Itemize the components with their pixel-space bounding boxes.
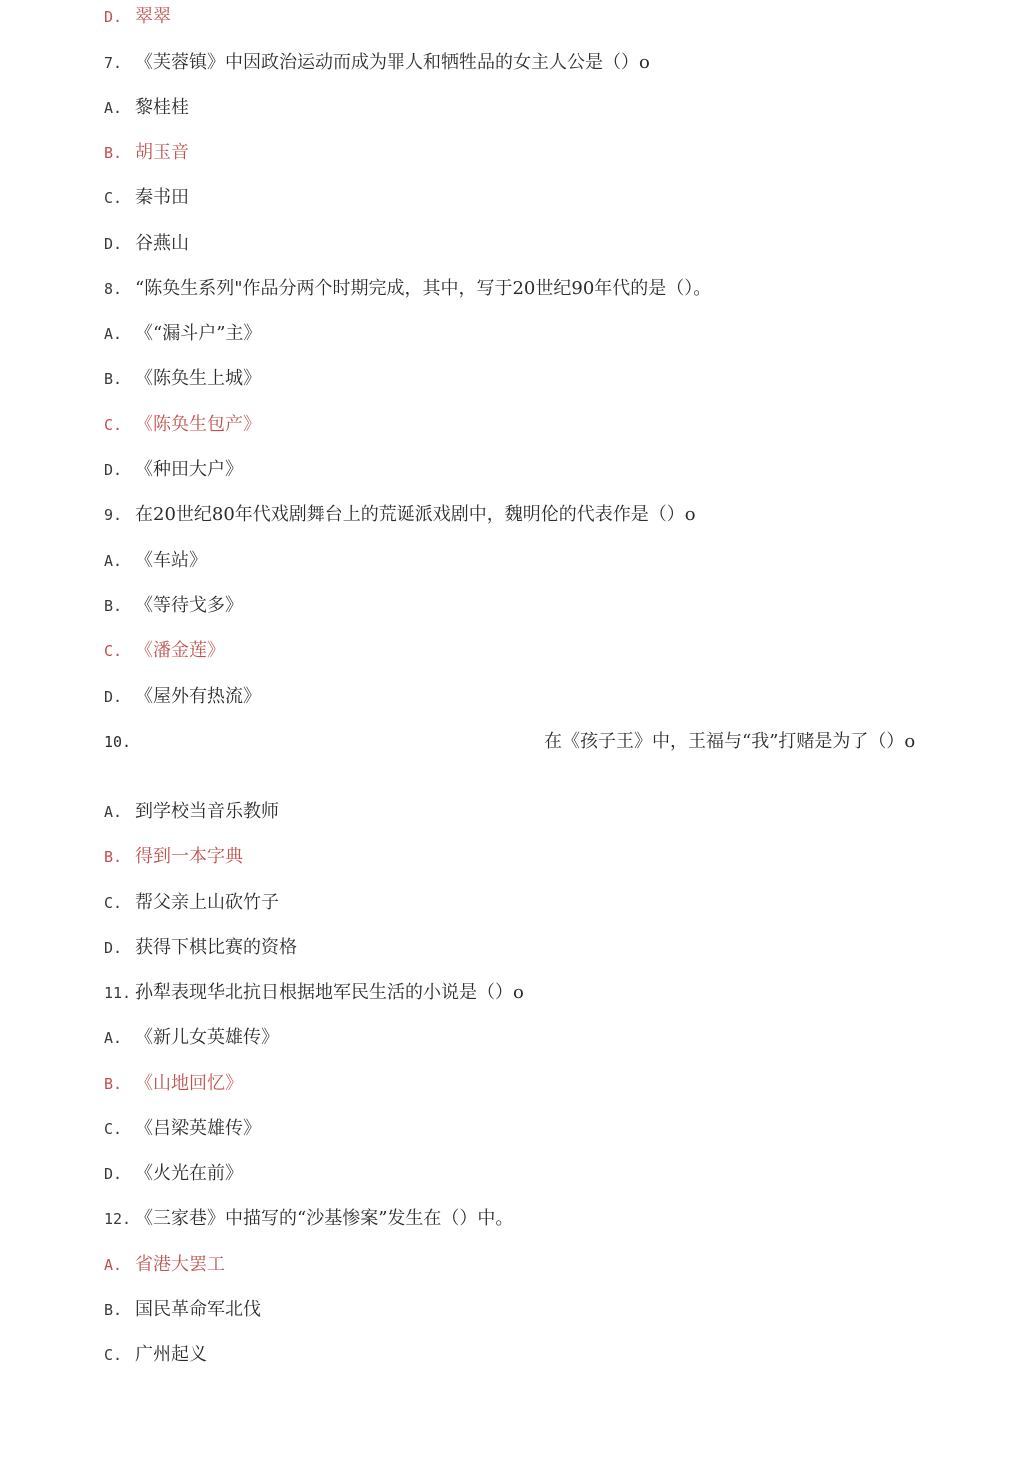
item-text: 到学校当音乐教师 [135, 801, 279, 822]
item-text: 省港大罢工 [135, 1254, 225, 1275]
item-label: A. [104, 1029, 123, 1047]
question-10-text: 在《孩子王》中，王福与“我”打赌是为了（）o [544, 731, 916, 752]
item-label: C. [104, 189, 123, 207]
item-text: 胡玉音 [135, 142, 189, 163]
question-stem [104, 980, 964, 1006]
item-label: D. [104, 235, 123, 253]
correct-option [104, 4, 964, 30]
option [104, 593, 964, 619]
correct-option [104, 844, 964, 870]
option [104, 1025, 964, 1051]
item-text: 帮父亲上山砍竹子 [135, 892, 279, 913]
correct-option [104, 1252, 964, 1278]
item-label: D. [104, 688, 123, 706]
item-label: B. [104, 597, 123, 615]
correct-option [104, 140, 964, 166]
option [104, 1161, 964, 1187]
question-stem [104, 1206, 964, 1232]
item-text: 《车站》 [135, 550, 207, 571]
option [104, 935, 964, 961]
item-text: 《屋外有热流》 [135, 686, 261, 707]
item-label: C. [104, 1120, 123, 1138]
item-label: A. [104, 803, 123, 821]
item-label: A. [104, 552, 123, 570]
item-text: 《三家巷》中描写的“沙基惨案”发生在（）中。 [135, 1208, 514, 1229]
option [104, 890, 964, 916]
item-text: 在20世纪80年代戏剧舞台上的荒诞派戏剧中，魏明伦的代表作是（）o [135, 504, 696, 525]
item-text: 《吕梁英雄传》 [135, 1118, 261, 1139]
item-text: 得到一本字典 [135, 846, 243, 867]
item-text: 孙犁表现华北抗日根据地军民生活的小说是（）o [135, 982, 524, 1003]
item-label: 11. [104, 984, 132, 1002]
option [104, 231, 964, 257]
item-label: C. [104, 642, 123, 660]
item-text: “陈奂生系列"作品分两个时期完成，其中，写于20世纪90年代的是（）。 [135, 278, 712, 299]
option [104, 185, 964, 211]
option [104, 366, 964, 392]
item-label: B. [104, 1301, 123, 1319]
item-label: B. [104, 1075, 123, 1093]
option [104, 799, 964, 825]
correct-option [104, 638, 964, 664]
item-text: 秦书田 [135, 187, 189, 208]
item-label: 7. [104, 54, 123, 72]
item-text: 《山地回忆》 [135, 1073, 243, 1094]
item-label: 8. [104, 280, 123, 298]
option [104, 1116, 964, 1142]
item-text: 《陈奂生包产》 [135, 414, 261, 435]
option [104, 1342, 964, 1368]
item-label: D. [104, 1165, 123, 1183]
item-label: C. [104, 894, 123, 912]
item-label: 9. [104, 506, 123, 524]
item-label: B. [104, 144, 123, 162]
item-label: C. [104, 416, 123, 434]
question-stem [104, 50, 964, 76]
item-text: 《潘金莲》 [135, 640, 225, 661]
option [104, 95, 964, 121]
option [104, 548, 964, 574]
question-stem [104, 502, 964, 528]
item-text: 《“漏斗户”主》 [135, 323, 262, 344]
option [104, 684, 964, 710]
item-text: 《新儿女英雄传》 [135, 1027, 279, 1048]
item-text: 《种田大户》 [135, 459, 243, 480]
question-stem [104, 276, 964, 302]
item-label: B. [104, 370, 123, 388]
item-label: C. [104, 1346, 123, 1364]
item-label: B. [104, 848, 123, 866]
item-text: 黎桂桂 [135, 97, 189, 118]
item-label: A. [104, 325, 123, 343]
question-10-number: 10. [104, 733, 132, 751]
item-label: 12. [104, 1210, 132, 1228]
item-text: 《陈奂生上城》 [135, 368, 261, 389]
item-text: 谷燕山 [135, 233, 189, 254]
option [104, 321, 964, 347]
item-text: 国民革命军北伐 [135, 1299, 261, 1320]
item-label: D. [104, 8, 123, 26]
item-text: 广州起义 [135, 1344, 207, 1365]
item-text: 《芙蓉镇》中因政治运动而成为罪人和牺牲品的女主人公是（）o [135, 52, 650, 73]
item-label: D. [104, 461, 123, 479]
correct-option [104, 1071, 964, 1097]
item-text: 翠翠 [135, 6, 171, 27]
item-text: 《等待戈多》 [135, 595, 243, 616]
item-text: 获得下棋比赛的资格 [135, 937, 297, 958]
item-text: 《火光在前》 [135, 1163, 243, 1184]
option [104, 457, 964, 483]
item-label: D. [104, 939, 123, 957]
option [104, 1297, 964, 1323]
item-label: A. [104, 99, 123, 117]
item-label: A. [104, 1256, 123, 1274]
correct-option [104, 412, 964, 438]
